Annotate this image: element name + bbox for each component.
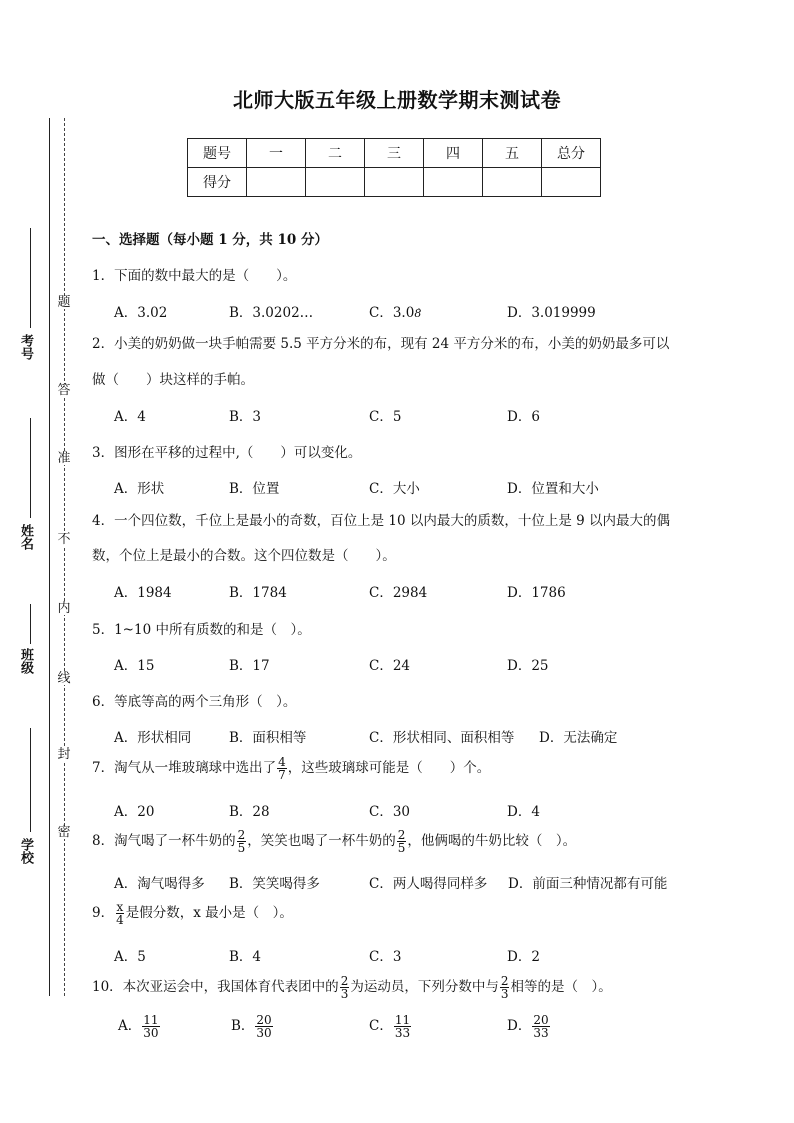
- option-a[interactable]: A．形状相同: [114, 730, 192, 746]
- option-c[interactable]: C．大小: [369, 481, 420, 497]
- option-b[interactable]: B．位置: [229, 481, 280, 497]
- option-a[interactable]: A．4: [114, 409, 146, 425]
- numerator: 20: [256, 1013, 272, 1027]
- question-text: 9．: [92, 905, 115, 921]
- question-text: 相等的是（ ）。: [510, 979, 612, 995]
- option-b[interactable]: B．1784: [229, 585, 287, 601]
- option-a[interactable]: A．淘气喝得多: [114, 876, 205, 892]
- option-d[interactable]: D．2: [507, 949, 540, 965]
- option-label: C．: [369, 1018, 393, 1034]
- fill-line-class: [30, 604, 31, 644]
- fraction: [237, 829, 247, 854]
- question-4: 4．一个四位数，千位上是最小的奇数，百位上是 10 以内最大的质数，十位上是 9 以内最大的偶: [92, 513, 671, 529]
- option-c[interactable]: C．3: [369, 949, 402, 965]
- denominator: 33: [533, 1026, 549, 1040]
- score-cell: 三: [365, 139, 424, 168]
- numerator: 2: [340, 974, 349, 988]
- denominator: 30: [143, 1026, 159, 1040]
- binding-dashed-line: [64, 118, 65, 996]
- seal-char: 准: [57, 451, 71, 466]
- score-cell: 题号: [188, 139, 247, 168]
- option-a[interactable]: [118, 1014, 161, 1039]
- question-3: 3．图形在平移的过程中,（ ）可以变化。: [92, 445, 362, 461]
- question-text: ，他俩喝的牛奶比较（ ）。: [407, 833, 577, 849]
- option-c[interactable]: C．24: [369, 658, 411, 674]
- numerator: x: [116, 900, 124, 914]
- option-b[interactable]: B．3.0202…: [229, 305, 314, 321]
- seal-char: 不: [57, 532, 71, 547]
- question-6: 6．等底等高的两个三角形（ ）。: [92, 694, 297, 710]
- score-cell[interactable]: [365, 168, 424, 197]
- denominator: 4: [116, 913, 124, 927]
- score-cell: 五: [483, 139, 542, 168]
- option-c[interactable]: C．形状相同、面积相等: [369, 730, 515, 746]
- fraction: [115, 901, 125, 926]
- score-table-score-row: [188, 168, 601, 197]
- denominator: 7: [278, 768, 286, 782]
- option-b[interactable]: B．笑笑喝得多: [229, 876, 320, 892]
- question-4-continued: 数，个位上是最小的合数。这个四位数是（ ）。: [92, 548, 396, 564]
- option-d[interactable]: D．1786: [507, 585, 566, 601]
- fraction: [532, 1014, 549, 1039]
- seal-char: 密: [57, 825, 71, 840]
- fraction: [394, 1014, 411, 1039]
- seal-char: 题: [57, 295, 71, 310]
- score-cell[interactable]: [424, 168, 483, 197]
- question-8: [92, 829, 576, 854]
- score-cell[interactable]: [306, 168, 365, 197]
- score-cell: 得分: [188, 168, 247, 197]
- question-text: ，这些玻璃球可能是（ ）个。: [287, 760, 491, 776]
- option-label: D．: [507, 1018, 532, 1034]
- option-a[interactable]: A．1984: [114, 585, 172, 601]
- score-cell: 总分: [542, 139, 601, 168]
- score-cell[interactable]: [483, 168, 542, 197]
- option-c[interactable]: C．2984: [369, 585, 428, 601]
- option-a[interactable]: A．20: [114, 804, 155, 820]
- question-text: 是假分数，x 最小是（ ）。: [125, 905, 293, 921]
- numerator: 20: [533, 1013, 549, 1027]
- option-b[interactable]: B．17: [229, 658, 270, 674]
- seal-char: 内: [57, 601, 71, 616]
- score-cell[interactable]: [542, 168, 601, 197]
- option-a[interactable]: A．3.02: [114, 305, 168, 321]
- seal-char: 封: [57, 747, 71, 762]
- numerator: 11: [394, 1013, 411, 1027]
- binding-solid-line: [49, 118, 50, 996]
- denominator: 5: [237, 841, 246, 855]
- denominator: 33: [394, 1026, 411, 1040]
- question-text: 10．本次亚运会中，我国体育代表团中的: [92, 979, 339, 995]
- denominator: 30: [256, 1026, 272, 1040]
- question-1: 1．下面的数中最大的是（ ）。: [92, 268, 297, 284]
- denominator: 3: [340, 987, 349, 1001]
- question-text: 8．淘气喝了一杯牛奶的: [92, 833, 236, 849]
- label-class: 班级: [18, 648, 33, 674]
- option-c[interactable]: [369, 301, 421, 321]
- label-name: 姓名: [18, 524, 33, 550]
- denominator: 5: [397, 841, 406, 855]
- option-d[interactable]: D．3.019999: [507, 305, 596, 321]
- option-b[interactable]: B．3: [229, 409, 262, 425]
- option-b[interactable]: [231, 1014, 274, 1039]
- option-d[interactable]: D．25: [507, 658, 549, 674]
- score-cell: 二: [306, 139, 365, 168]
- fraction: [340, 975, 350, 1000]
- fraction: [500, 975, 510, 1000]
- option-c[interactable]: [369, 1014, 412, 1039]
- option-d[interactable]: [507, 1014, 551, 1039]
- option-c[interactable]: C．两人喝得同样多: [369, 876, 488, 892]
- option-a[interactable]: A．15: [114, 658, 155, 674]
- question-2-continued: 做（ ）块这样的手帕。: [92, 372, 254, 388]
- numerator: 2: [500, 974, 509, 988]
- score-cell: 四: [424, 139, 483, 168]
- question-7: [92, 756, 490, 781]
- fill-line-exam-number: [30, 228, 31, 328]
- label-school: 学校: [18, 838, 33, 864]
- option-b[interactable]: B．4: [229, 949, 262, 965]
- score-table: [187, 138, 601, 197]
- page-title: 北师大版五年级上册数学期末测试卷: [233, 88, 561, 112]
- fraction: [142, 1014, 159, 1039]
- option-d[interactable]: D．位置和大小: [507, 481, 599, 497]
- seal-char: 答: [57, 383, 71, 398]
- numerator: 2: [397, 828, 406, 842]
- option-b[interactable]: B．面积相等: [229, 730, 307, 746]
- numerator: 11: [143, 1013, 159, 1027]
- option-c[interactable]: C．30: [369, 804, 411, 820]
- question-10: [92, 975, 612, 1000]
- score-cell: 一: [247, 139, 306, 168]
- denominator: 3: [500, 987, 509, 1001]
- option-c-text: C．3.0: [369, 305, 415, 321]
- question-text: 7．淘气从一堆玻璃球中选出了: [92, 760, 277, 776]
- option-c[interactable]: C．5: [369, 409, 402, 425]
- option-a[interactable]: A．5: [114, 949, 146, 965]
- seal-char: 线: [57, 671, 71, 686]
- option-label: B．: [231, 1018, 255, 1034]
- question-2: 2．小美的奶奶做一块手帕需要 5.5 平方分米的布，现有 24 平方分米的布，小美的奶奶最多可以: [92, 336, 670, 352]
- section-heading: 一、选择题（每小题 1 分，共 10 分）: [92, 232, 328, 248]
- option-d[interactable]: D．无法确定: [539, 730, 618, 746]
- question-text: 为运动员，下列分数中与: [350, 979, 499, 995]
- option-a[interactable]: A．形状: [114, 481, 165, 497]
- option-d[interactable]: D．4: [507, 804, 540, 820]
- option-d[interactable]: D．6: [507, 409, 540, 425]
- fraction: [277, 756, 287, 781]
- question-text: ，笑笑也喝了一杯牛奶的: [247, 833, 396, 849]
- fraction: [397, 829, 407, 854]
- numerator: 4: [278, 755, 286, 769]
- fill-line-name: [30, 418, 31, 518]
- question-5: 5．1~10 中所有质数的和是（ ）。: [92, 622, 311, 638]
- option-d[interactable]: D．前面三种情况都有可能: [508, 876, 668, 892]
- repeating-decimal-mark: 8̇: [414, 307, 422, 320]
- score-table-header-row: [188, 139, 601, 168]
- fill-line-school: [30, 728, 31, 832]
- label-exam-number: 考号: [18, 334, 33, 360]
- fraction: [255, 1014, 272, 1039]
- option-b[interactable]: B．28: [229, 804, 270, 820]
- numerator: 2: [237, 828, 246, 842]
- score-cell[interactable]: [247, 168, 306, 197]
- question-9: [92, 901, 293, 926]
- option-label: A．: [118, 1018, 142, 1034]
